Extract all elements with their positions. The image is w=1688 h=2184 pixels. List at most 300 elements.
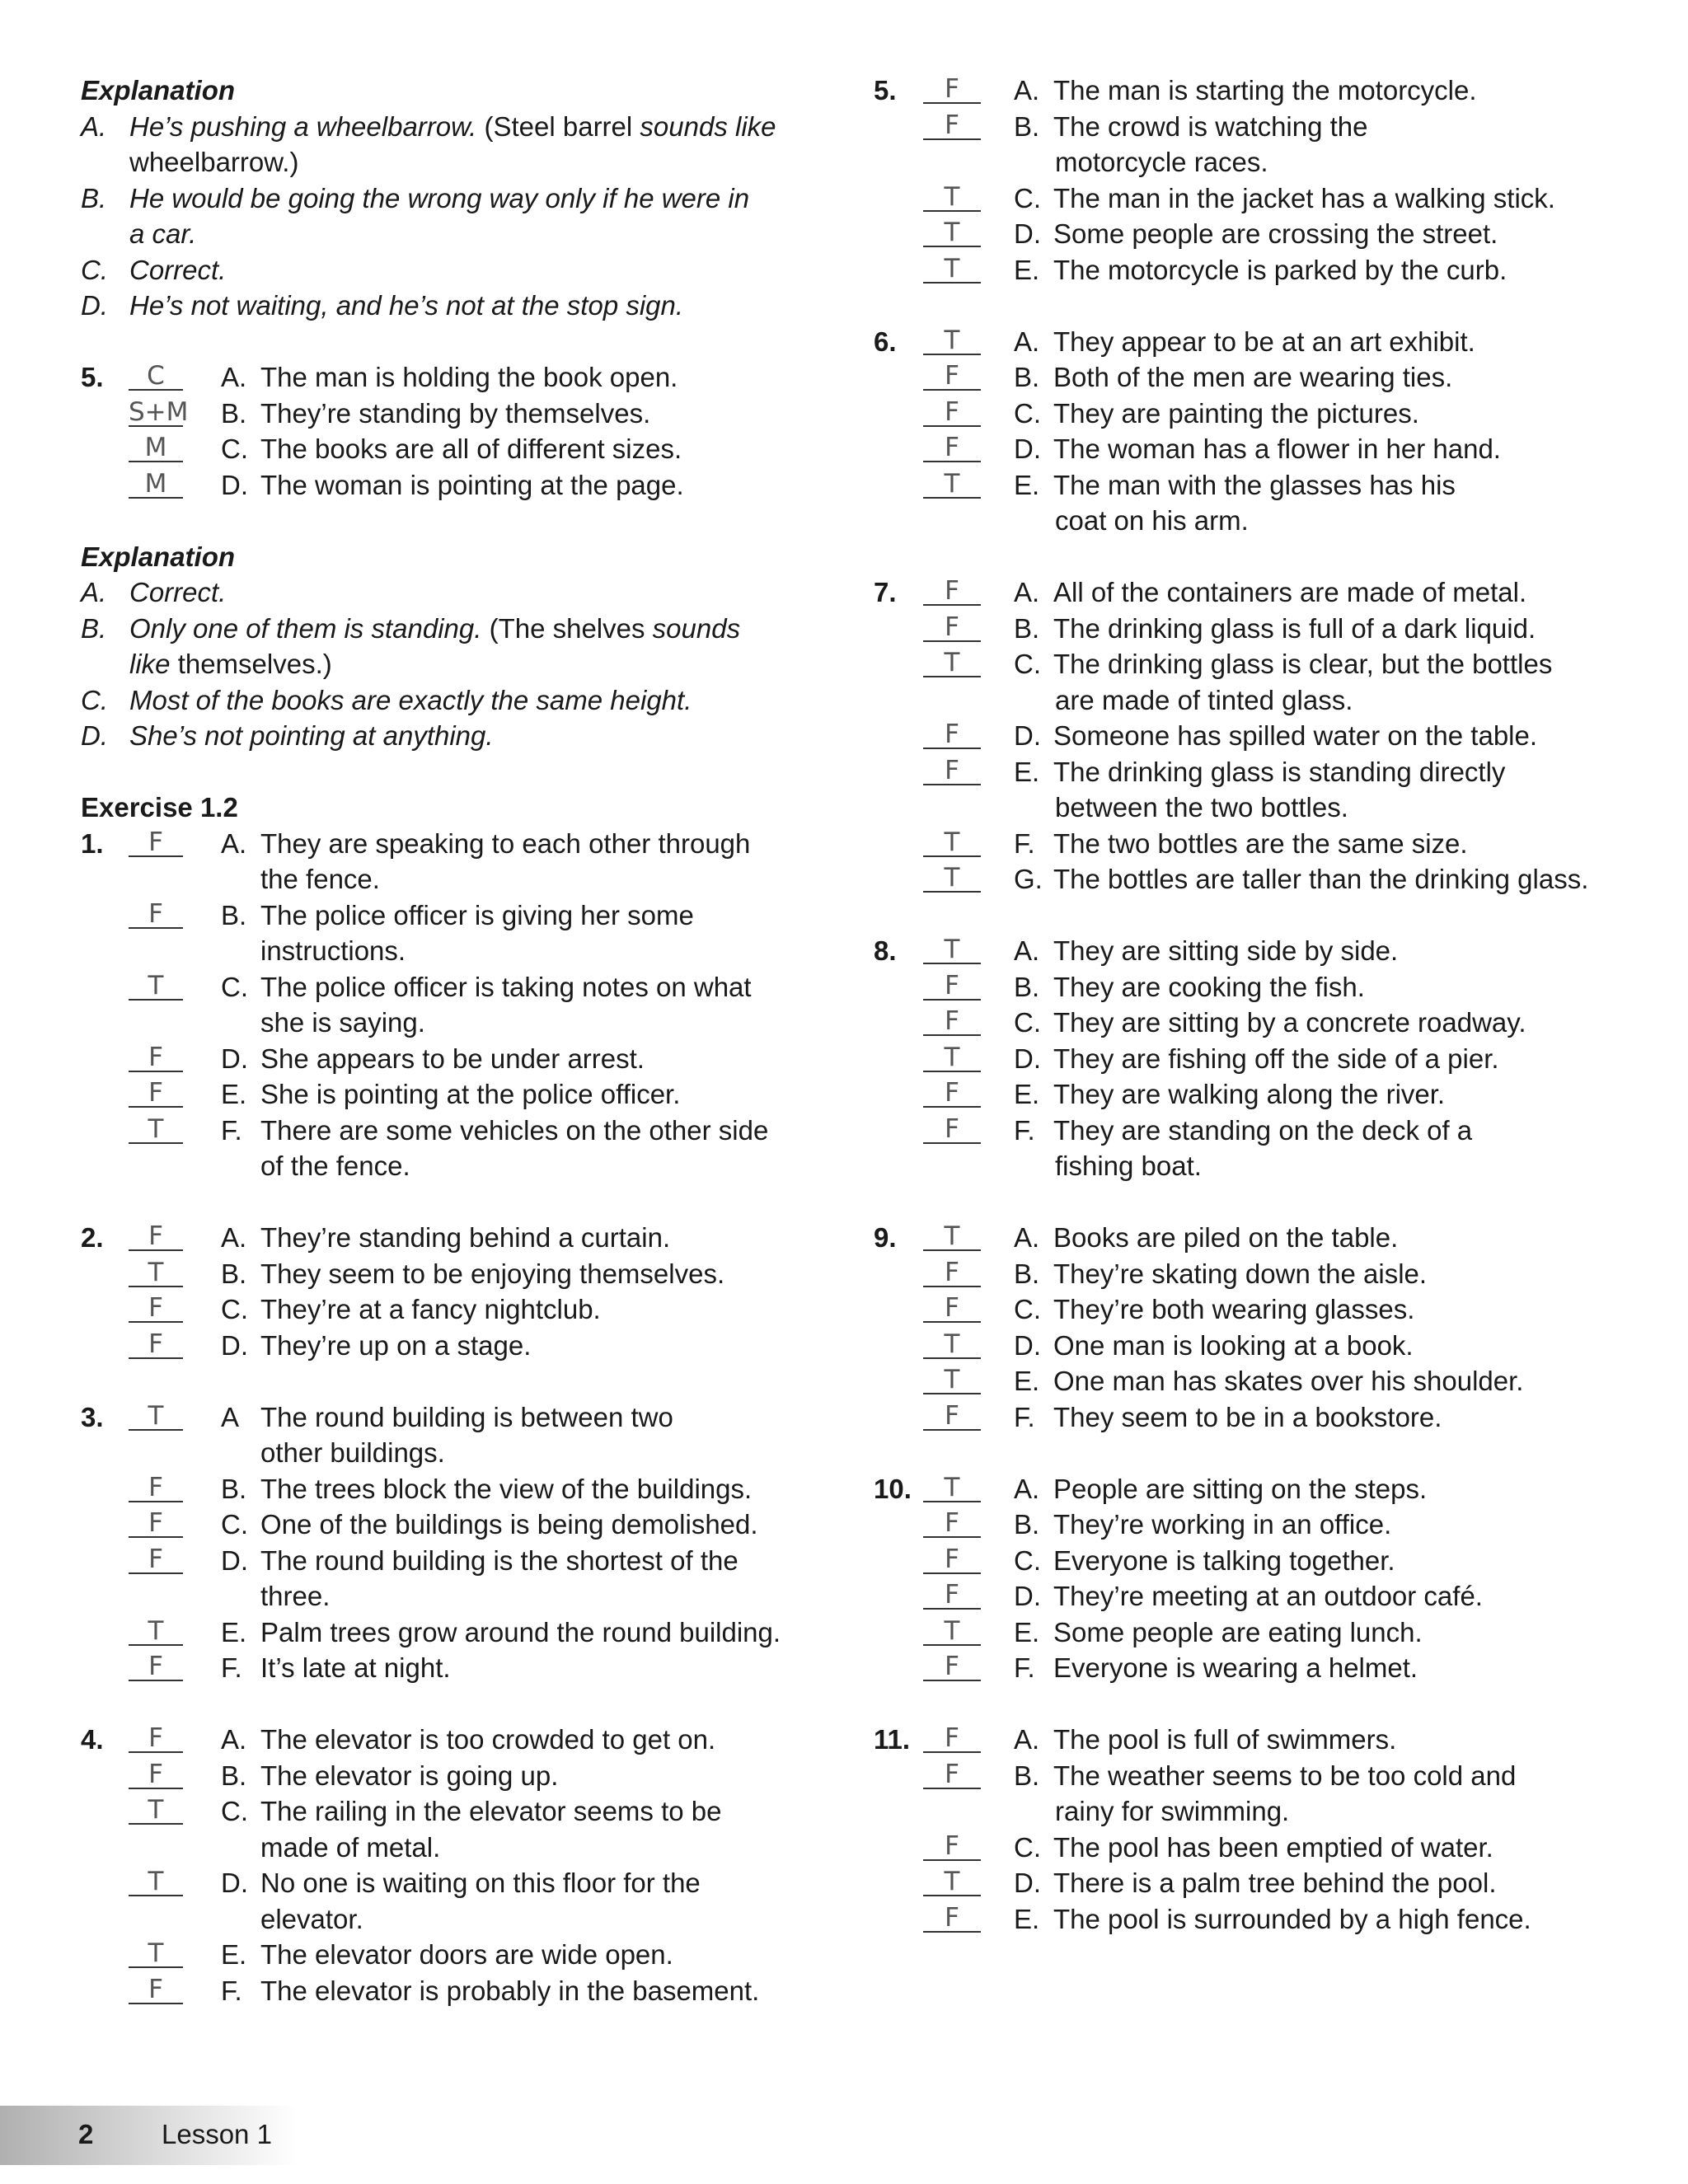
answer-row (874, 1328, 1648, 1364)
option-letter: C. (221, 1509, 248, 1540)
option-statement (1014, 1076, 1445, 1113)
answer-blank: F (923, 1256, 981, 1287)
option-text: They seem to be enjoying themselves. (260, 1258, 725, 1289)
explanation-text: sounds like (640, 110, 776, 142)
explanation-text: (The shelves (489, 612, 653, 644)
question-number: 6. (874, 326, 897, 357)
option-letter: D. (221, 1868, 248, 1898)
answer-row (81, 1973, 823, 2009)
answer-blank: T (923, 467, 981, 499)
answer-continuation (81, 933, 823, 969)
option-statement (221, 1399, 673, 1436)
answer-blank: F (129, 1220, 183, 1251)
option-statement (1014, 1041, 1499, 1077)
question-number: 8. (874, 935, 897, 966)
answer-blank: T (129, 1937, 183, 1968)
option-statement (1014, 1722, 1396, 1758)
lesson-label: Lesson 1 (162, 2119, 272, 2149)
option-letter: E. (221, 1079, 247, 1109)
answer-blank: T (923, 1328, 981, 1359)
option-letter: B. (1014, 612, 1040, 644)
option-statement (1014, 1865, 1497, 1901)
option-text: They are fishing off the side of a pier. (1053, 1043, 1499, 1074)
answer-row (874, 826, 1648, 862)
option-statement (221, 1291, 601, 1328)
answer-blank: F (923, 1758, 981, 1789)
answer-blank: F (923, 1507, 981, 1538)
answer-row (81, 1793, 823, 1830)
option-statement (221, 1041, 645, 1077)
option-statement (221, 1937, 673, 1973)
answer-row (81, 826, 823, 862)
option-text: They are cooking the fish. (1053, 971, 1365, 1002)
option-statement (1014, 359, 1452, 396)
answer-row (81, 1041, 823, 1077)
option-letter: E. (1014, 254, 1040, 285)
option-letter: B. (1014, 110, 1040, 142)
answer-blank: T (923, 216, 981, 247)
option-text: They are standing on the deck of a (1053, 1114, 1473, 1146)
explanation-continuation (81, 144, 823, 180)
option-letter: C. (1014, 649, 1041, 679)
answer-row (874, 1113, 1648, 1149)
option-statement (221, 359, 678, 396)
spacer (81, 503, 823, 539)
option-statement (221, 1328, 531, 1364)
spacer (874, 1686, 1648, 1722)
answer-blank: M (129, 431, 183, 462)
option-letter: A (221, 1401, 240, 1432)
option-letter: A. (221, 362, 247, 392)
option-text: The pool has been emptied of water. (1053, 1831, 1493, 1863)
answer-row (874, 969, 1648, 1005)
answer-row (874, 1615, 1648, 1651)
answer-continuation (874, 682, 1648, 719)
option-statement (1014, 216, 1498, 252)
option-statement (1014, 109, 1368, 145)
answer-row (81, 1076, 823, 1113)
answer-row (874, 109, 1648, 145)
answer-blank: T (923, 324, 981, 355)
answer-blank: T (129, 1793, 183, 1825)
answer-row (874, 324, 1648, 360)
option-statement (221, 969, 752, 1005)
option-text: All of the containers are made of metal. (1053, 577, 1527, 607)
answer-row (874, 1758, 1648, 1794)
explanation-letter: C. (81, 684, 108, 715)
option-text: They’re meeting at an outdoor café. (1053, 1581, 1483, 1611)
option-text: They’re skating down the aisle. (1053, 1258, 1428, 1289)
spacer (874, 288, 1648, 324)
answer-row (81, 1328, 823, 1364)
answer-row (81, 1615, 823, 1651)
answer-row (874, 1722, 1648, 1758)
answer-blank: F (923, 1578, 981, 1610)
answer-blank: T (923, 1471, 981, 1502)
option-text: The elevator doors are wide open. (260, 1939, 673, 1970)
option-statement (1014, 1650, 1418, 1686)
option-text: Books are piled on the table. (1053, 1222, 1399, 1253)
answer-row (874, 611, 1648, 647)
answer-row (81, 1507, 823, 1543)
option-letter: B. (221, 1473, 247, 1504)
option-letter: B. (221, 1760, 247, 1791)
answer-blank: F (129, 1650, 183, 1681)
option-letter: E. (1014, 756, 1040, 787)
option-text: They’re standing by themselves. (260, 397, 651, 429)
option-letter: A. (1014, 1473, 1040, 1504)
option-statement (1014, 1399, 1442, 1436)
answer-continuation (81, 1901, 823, 1938)
spacer (81, 754, 823, 790)
option-text: There is a palm tree behind the pool. (1053, 1868, 1497, 1898)
option-text: The police officer is giving her some (260, 899, 694, 930)
option-letter: E. (1014, 1616, 1040, 1647)
option-text: The man is starting the motorcycle. (1053, 75, 1477, 105)
option-letter: B. (1014, 1509, 1040, 1540)
option-letter: E. (1014, 1079, 1040, 1109)
answer-blank: F (923, 718, 981, 749)
option-text: She is pointing at the police officer. (260, 1079, 681, 1109)
option-statement (221, 1758, 558, 1794)
answer-row (874, 1507, 1648, 1543)
answer-row (874, 574, 1648, 611)
question-number: 3. (81, 1401, 104, 1432)
option-text: They’re working in an office. (1053, 1509, 1392, 1540)
option-letter: A. (1014, 326, 1040, 357)
answer-blank: F (923, 1113, 981, 1144)
option-statement (1014, 574, 1526, 611)
option-text: The drinking glass is clear, but the bottles (1053, 649, 1553, 679)
answer-blank: F (129, 1722, 183, 1753)
option-statement (1014, 431, 1501, 467)
option-statement (221, 898, 694, 934)
explanation-text: He would be going the wrong way only if he were in (129, 182, 750, 213)
option-letter: C. (1014, 1294, 1041, 1324)
spacer (81, 324, 823, 360)
answer-row (81, 1256, 823, 1292)
question-number: 1. (81, 827, 104, 859)
answer-blank: M (129, 467, 183, 499)
option-statement (1014, 1578, 1483, 1615)
explanation-continuation (81, 216, 823, 252)
option-letter: B. (1014, 1258, 1040, 1289)
option-letter: D. (1014, 1043, 1041, 1074)
explanation-line (81, 252, 823, 288)
answer-blank: F (923, 574, 981, 606)
option-letter: D. (221, 1043, 248, 1074)
answer-blank: F (129, 1291, 183, 1323)
option-statement (221, 1650, 451, 1686)
question-number: 5. (874, 75, 897, 105)
left-column (81, 73, 823, 2008)
option-text: The woman is pointing at the page. (260, 469, 684, 500)
answer-row (874, 73, 1648, 109)
spacer (81, 1686, 823, 1722)
option-text: other buildings. (260, 1437, 445, 1468)
option-letter: A. (221, 1724, 247, 1755)
answer-row (874, 252, 1648, 288)
option-letter: B. (221, 1258, 247, 1289)
option-text: The weather seems to be too cold and (1053, 1760, 1517, 1791)
option-text: The man is holding the book open. (260, 362, 678, 392)
option-letter: C. (221, 1796, 248, 1826)
option-text: The woman has a flower in her hand. (1053, 434, 1501, 464)
answer-row (81, 1113, 823, 1149)
option-letter: E. (221, 1616, 247, 1647)
option-text: rainy for swimming. (1055, 1796, 1290, 1826)
option-statement (221, 1076, 680, 1113)
answer-blank: F (129, 1471, 183, 1502)
answer-row (81, 1220, 823, 1256)
answer-blank: F (923, 969, 981, 1001)
option-statement (1014, 324, 1475, 360)
answer-row (874, 1578, 1648, 1615)
option-text: The railing in the elevator seems to be (260, 1796, 722, 1826)
answer-blank: F (923, 109, 981, 140)
answer-row (81, 1722, 823, 1758)
answer-continuation (81, 1148, 823, 1184)
spacer (874, 1435, 1648, 1471)
answer-row (81, 1399, 823, 1436)
option-statement (1014, 1507, 1391, 1543)
option-statement (221, 1256, 724, 1292)
option-statement (1014, 646, 1552, 682)
answer-row (81, 898, 823, 934)
answer-row (874, 180, 1648, 217)
option-letter: B. (221, 397, 247, 429)
spacer (81, 1363, 823, 1399)
option-text: No one is waiting on this floor for the (260, 1868, 701, 1898)
answer-blank: C (129, 359, 183, 391)
answer-blank: T (129, 1113, 183, 1144)
answer-blank: T (129, 1256, 183, 1287)
answer-blank: F (923, 73, 981, 104)
option-letter: C. (221, 971, 248, 1002)
option-letter: A. (221, 1222, 247, 1253)
option-statement (221, 1543, 738, 1579)
option-letter: C. (1014, 1007, 1041, 1038)
answer-row (874, 861, 1648, 898)
spacer (81, 1184, 823, 1221)
answer-blank: T (923, 861, 981, 893)
option-statement (1014, 1328, 1414, 1364)
answer-row (81, 1543, 823, 1579)
option-text: The elevator is probably in the basement. (260, 1975, 760, 2006)
option-letter: B. (1014, 362, 1040, 392)
answer-continuation (874, 1148, 1648, 1184)
option-text: One man is looking at a book. (1053, 1329, 1414, 1361)
explanation-heading: Explanation (81, 75, 236, 105)
answer-row (81, 431, 823, 467)
answer-blank: F (923, 359, 981, 391)
answer-row (874, 1363, 1648, 1399)
answer-continuation (874, 144, 1648, 180)
option-statement (1014, 1758, 1516, 1794)
answer-blank: F (129, 1076, 183, 1108)
option-letter: E. (1014, 1366, 1040, 1396)
option-text: instructions. (260, 935, 406, 966)
explanation-text: Correct. (129, 254, 227, 285)
answer-row (81, 1758, 823, 1794)
answer-row (874, 1865, 1648, 1901)
explanation-text: (Steel barrel (484, 110, 640, 142)
option-text: The elevator is going up. (260, 1760, 559, 1791)
answer-row (81, 359, 823, 396)
explanation-text: He’s not waiting, and he’s not at the stop sign. (129, 290, 684, 321)
answer-blank: F (129, 1543, 183, 1574)
explanation-letter: B. (81, 612, 107, 644)
answer-blank: T (923, 1363, 981, 1394)
option-statement (221, 826, 750, 862)
option-text: The man with the glasses has his (1053, 469, 1456, 500)
explanation-line (81, 109, 823, 145)
option-letter: D. (1014, 1868, 1041, 1898)
question-number: 2. (81, 1222, 104, 1253)
option-statement (1014, 826, 1468, 862)
answer-row (874, 718, 1648, 754)
answer-row (874, 431, 1648, 467)
answer-row (874, 1041, 1648, 1077)
option-statement (221, 431, 682, 467)
option-text: she is saying. (260, 1007, 425, 1038)
option-text: They are painting the pictures. (1053, 397, 1419, 429)
exercise-heading: Exercise 1.2 (81, 792, 238, 823)
answer-row (874, 1543, 1648, 1579)
option-letter: E. (1014, 1903, 1040, 1934)
answer-blank: T (923, 646, 981, 677)
option-text: The trees block the view of the buildings. (260, 1473, 753, 1504)
option-letter: F. (221, 1114, 242, 1146)
answer-row (874, 754, 1648, 790)
option-text: The motorcycle is parked by the curb. (1053, 254, 1507, 285)
answer-blank: F (129, 1973, 183, 2004)
question-number: 4. (81, 1724, 104, 1755)
answer-blank: S+M (129, 396, 189, 427)
option-statement (1014, 396, 1419, 432)
spacer (874, 898, 1648, 934)
option-text: The elevator is too crowded to get on. (260, 1724, 716, 1755)
answer-blank: F (923, 1901, 981, 1933)
option-statement (1014, 1471, 1427, 1507)
answer-row (874, 216, 1648, 252)
option-text: are made of tinted glass. (1055, 684, 1353, 715)
option-text: made of metal. (260, 1831, 441, 1863)
option-text: One man has skates over his shoulder. (1053, 1366, 1524, 1396)
option-text: The round building is between two (260, 1401, 673, 1432)
option-statement (1014, 718, 1537, 754)
answer-row (81, 467, 823, 504)
answer-blank: T (923, 1865, 981, 1896)
option-text: Both of the men are wearing ties. (1053, 362, 1453, 392)
answer-row (874, 1901, 1648, 1938)
explanation-letter: A. (81, 110, 107, 142)
option-statement (1014, 933, 1398, 969)
option-statement (1014, 1615, 1423, 1651)
option-text: three. (260, 1581, 331, 1611)
option-letter: D. (221, 1329, 248, 1361)
option-letter: A. (221, 827, 247, 859)
option-statement (1014, 1543, 1395, 1579)
explanation-text: She’s not pointing at anything. (129, 720, 494, 751)
question-number: 9. (874, 1222, 897, 1253)
right-column (874, 73, 1648, 1937)
spacer (874, 539, 1648, 575)
answer-row (874, 1005, 1648, 1041)
option-text: They are speaking to each other through (260, 827, 751, 859)
answer-continuation (81, 1830, 823, 1866)
answer-blank: F (923, 1722, 981, 1753)
option-text: They are walking along the river. (1053, 1079, 1446, 1109)
answer-blank: F (923, 1830, 981, 1861)
answer-row (874, 1076, 1648, 1113)
answer-row (81, 1471, 823, 1507)
option-letter: C. (221, 434, 248, 464)
answer-blank: F (923, 1543, 981, 1574)
question-number: 7. (874, 577, 897, 607)
spacer (874, 1184, 1648, 1221)
option-text: Some people are eating lunch. (1053, 1616, 1423, 1647)
option-text: They’re up on a stage. (260, 1329, 532, 1361)
answer-blank: F (923, 396, 981, 427)
answer-blank: F (129, 1328, 183, 1359)
option-letter: D. (1014, 218, 1041, 249)
explanation-letter: D. (81, 290, 108, 321)
option-letter: F. (1014, 827, 1035, 859)
option-letter: F. (1014, 1652, 1035, 1683)
question-number: 10. (874, 1473, 912, 1504)
option-statement (1014, 1291, 1414, 1328)
answer-continuation (81, 1005, 823, 1041)
option-letter: F. (1014, 1401, 1035, 1432)
option-letter: E. (221, 1939, 247, 1970)
answer-row (874, 359, 1648, 396)
explanation-text: He’s pushing a wheelbarrow. (129, 110, 485, 142)
explanation-text: sounds (652, 612, 741, 644)
option-letter: E. (1014, 469, 1040, 500)
option-text: of the fence. (260, 1151, 410, 1181)
explanation-text: themselves.) (177, 649, 332, 679)
explanation-line (81, 288, 823, 324)
question-number: 5. (81, 362, 104, 392)
explanation-line (81, 682, 823, 719)
option-letter: D. (221, 469, 248, 500)
answer-continuation (874, 1793, 1648, 1830)
option-text: between the two bottles. (1055, 792, 1348, 823)
explanation-text: Only one of them is standing. (129, 612, 490, 644)
explanation-heading: Explanation (81, 541, 236, 572)
option-text: The pool is full of swimmers. (1053, 1724, 1397, 1755)
option-statement (221, 396, 650, 432)
answer-continuation (81, 1435, 823, 1471)
option-text: They are sitting side by side. (1053, 935, 1399, 966)
answer-row (874, 1220, 1648, 1256)
explanation-line (81, 611, 823, 647)
option-statement (1014, 1256, 1427, 1292)
answer-blank: F (923, 754, 981, 785)
answer-blank: T (129, 1399, 183, 1431)
answer-blank: T (129, 969, 183, 1001)
answer-blank: T (923, 933, 981, 964)
option-text: People are sitting on the steps. (1053, 1473, 1428, 1504)
page-number: 2 (78, 2119, 94, 2149)
explanation-text: Most of the books are exactly the same height. (129, 684, 692, 715)
option-text: The bottles are taller than the drinking glass. (1053, 864, 1589, 894)
answer-row (874, 1830, 1648, 1866)
option-text: Everyone is talking together. (1053, 1544, 1395, 1576)
answer-blank: F (923, 1291, 981, 1323)
option-statement (1014, 861, 1588, 898)
